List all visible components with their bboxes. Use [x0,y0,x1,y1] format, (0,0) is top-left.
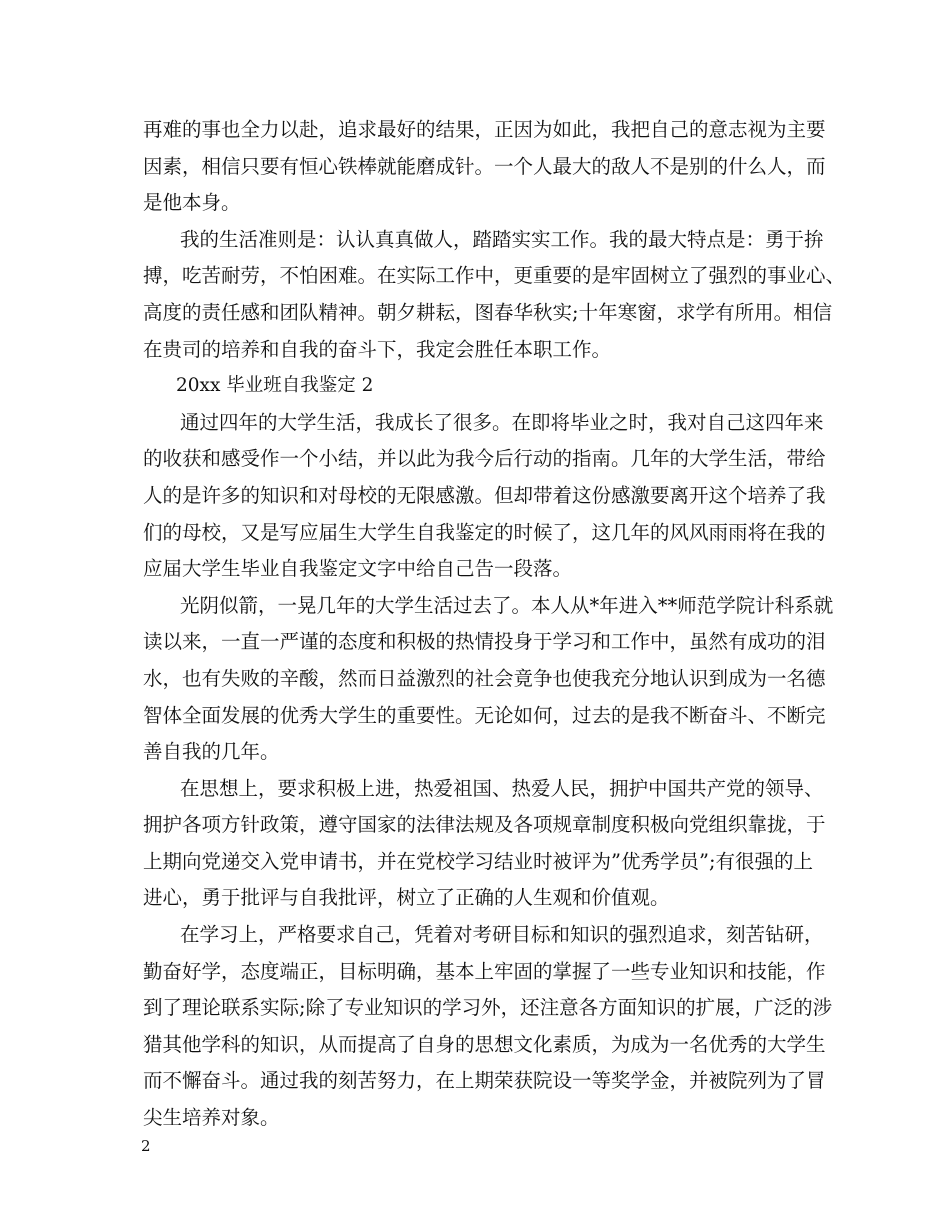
paragraph [143,771,826,917]
text-line: 应届大学生毕业自我鉴定文字中给自己告一段落。 [143,557,573,581]
page-number: 2 [141,1137,151,1155]
text-line: 在学习上，严格要求自己，凭着对考研目标和知识的强烈追求，刻苦钻研， [180,923,824,947]
text-line: 智体全面发展的优秀大学生的重要性。无论如何，过去的是我不断奋斗、不断完 [143,703,826,727]
text-line: 通过四年的大学生活，我成长了很多。在即将毕业之时，我对自己这四年来 [180,410,824,434]
document-body [143,112,846,1137]
text-line: 在贵司的培养和自我的奋斗下，我定会胜任本职工作。 [143,337,612,361]
text-line: 我的生活准则是：认认真真做人，踏踏实实工作。我的最大特点是：勇于拚 [180,227,824,251]
paragraph [143,917,833,1137]
text-line: 人的是许多的知识和对母校的无限感激。但却带着这份感激要离开这个培养了我 [143,483,826,507]
paragraph [143,588,834,771]
text-line: 而不懈奋斗。通过我的刻苦努力，在上期荣获院设一等奖学金，并被院列为了冒 [143,1069,826,1093]
text-line: 到了理论联系实际;除了专业知识的学习外，还注意各方面知识的扩展，广泛的涉 [143,996,833,1020]
text-line: 尖生培养对象。 [143,1106,280,1130]
text-line: 勤奋好学，态度端正，目标明确，基本上牢固的掌握了一些专业知识和技能，作 [143,959,826,983]
text-line: 因素，相信只要有恒心铁棒就能磨成针。一个人最大的敌人不是别的什么人，而 [143,154,826,178]
section-heading [143,368,813,405]
text-line: 们的母校，又是写应届生大学生自我鉴定的时候了，这几年的风风雨雨将在我的 [143,520,826,544]
paragraph [143,405,826,588]
paragraph [143,222,846,368]
text-line: 在思想上，要求积极上进，热爱祖国、热爱人民，拥护中国共产党的领导、 [180,776,824,800]
text-line: 光阴似箭，一晃几年的大学生活过去了。本人从*年进入**师范学院计科系就 [180,593,834,617]
text-line: 进心，勇于批评与自我批评，树立了正确的人生观和价值观。 [143,886,670,910]
text-line: 高度的责任感和团队精神。朝夕耕耘，图春华秋实;十年寒窗，求学有所用。相信 [143,300,833,324]
text-line: 善自我的几年。 [143,740,280,764]
text-line: 水，也有失败的辛酸，然而日益激烈的社会竟争也使我充分地认识到成为一名德 [143,666,826,690]
text-line: 再难的事也全力以赴，追求最好的结果，正因为如此，我把自己的意志视为主要 [143,118,826,141]
paragraph [143,112,826,222]
text-line: 猎其他学科的知识，从而提高了自身的思想文化素质，为成为一名优秀的大学生 [143,1032,826,1056]
heading-text: 20xx 毕业班自我鉴定 2 [176,375,374,397]
text-line: 读以来，一直一严谨的态度和积极的热情投身于学习和工作中，虽然有成功的泪 [143,630,826,654]
text-line: 上期向党递交入党申请书，并在党校学习结业时被评为”优秀学员”;有很强的上 [143,849,814,873]
text-line: 搏，吃苦耐劳，不怕困难。在实际工作中，更重要的是牢固树立了强烈的事业心、 [143,264,846,288]
text-line: 拥护各项方针政策，遵守国家的法律法规及各项规章制度积极向党组织靠拢，于 [143,813,826,837]
text-line: 的收获和感受作一个小结，并以此为我今后行动的指南。几年的大学生活，带给 [143,447,826,471]
text-line: 是他本身。 [143,191,241,215]
